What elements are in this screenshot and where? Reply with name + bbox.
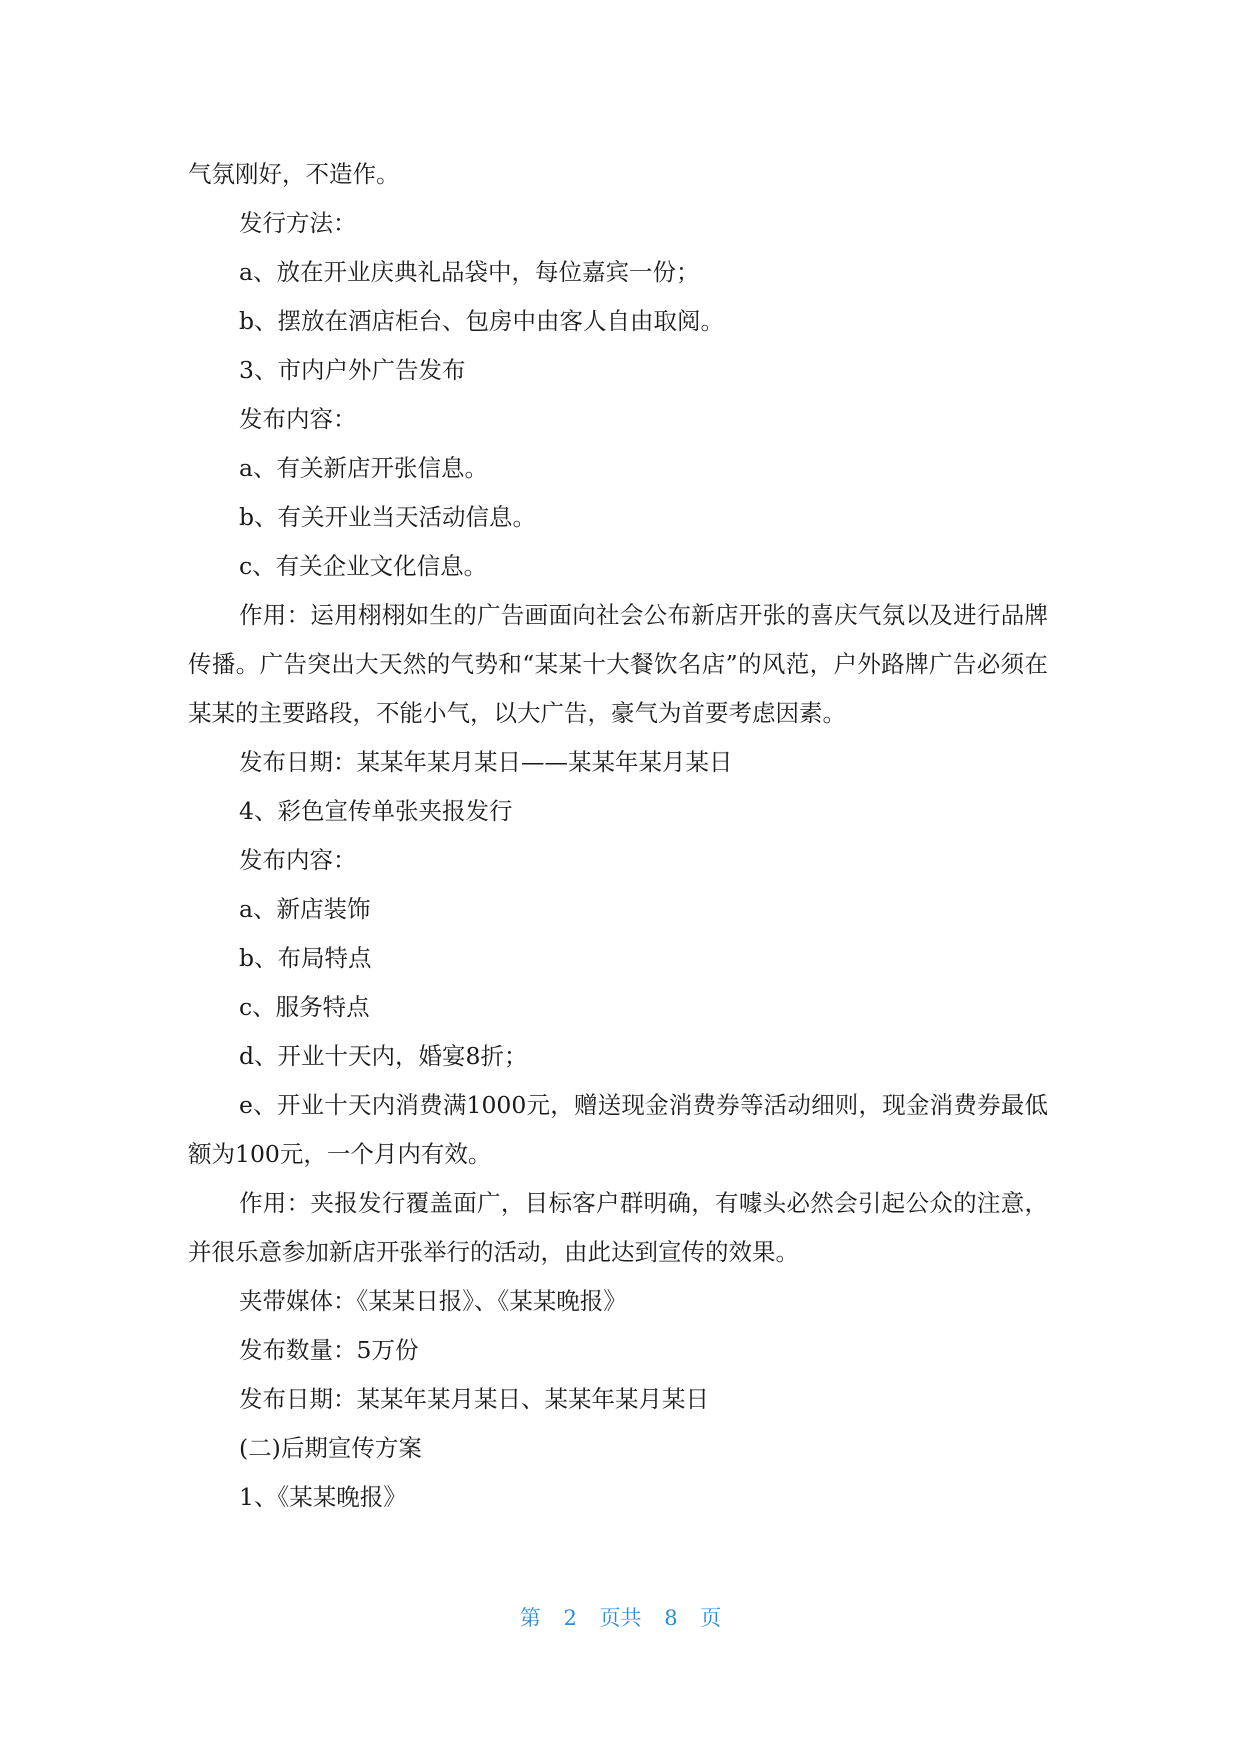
paragraph-4: 3、市内户外广告发布 bbox=[239, 356, 466, 384]
footer-page-end-label: 页 bbox=[700, 1606, 722, 1630]
paragraph-17: e、开业十天内消费满1000元，赠送现金消费券等活动细则，现金消费券最低额为100元，一个月内有效。 bbox=[188, 1091, 1048, 1168]
paragraph-20: 发布数量：5万份 bbox=[239, 1336, 419, 1364]
paragraph-15: c、服务特点 bbox=[239, 993, 370, 1021]
paragraph-3: b、摆放在酒店柜台、包房中由客人自由取阅。 bbox=[239, 307, 725, 335]
footer-page-total-label: 页共 bbox=[599, 1606, 642, 1630]
paragraph-7: b、有关开业当天活动信息。 bbox=[239, 503, 537, 531]
paragraph-10: 发布日期：某某年某月某日——某某年某月某日 bbox=[239, 748, 733, 776]
paragraph-18: 作用：夹报发行覆盖面广，目标客户群明确，有噱头必然会引起公众的注意，并很乐意参加新店开张举行的活动，由此达到宣传的效果。 bbox=[188, 1189, 1048, 1266]
paragraph-21: 发布日期：某某年某月某日、某某年某月某日 bbox=[239, 1385, 709, 1413]
paragraph-22: (二)后期宣传方案 bbox=[239, 1434, 422, 1462]
footer-page-label: 第 bbox=[519, 1606, 541, 1630]
paragraph-13: a、新店装饰 bbox=[239, 895, 371, 923]
page-footer bbox=[0, 1602, 1241, 1632]
paragraph-23: 1、《某某晚报》 bbox=[239, 1483, 407, 1511]
paragraph-1: 发行方法： bbox=[239, 209, 357, 237]
paragraph-8: c、有关企业文化信息。 bbox=[239, 552, 488, 580]
paragraph-12: 发布内容： bbox=[239, 846, 357, 874]
paragraph-9: 作用：运用栩栩如生的广告画面向社会公布新店开张的喜庆气氛以及进行品牌传播。广告突出大天然的气势和“某某十大餐饮名店”的风范，户外路牌广告必须在某某的主要路段，不能小气，以大广告，豪气为首要考虑因素。 bbox=[188, 601, 1048, 727]
footer-current-page: 2 bbox=[563, 1606, 577, 1630]
paragraph-0: 气氛刚好，不造作。 bbox=[188, 160, 400, 188]
paragraph-6: a、有关新店开张信息。 bbox=[239, 454, 489, 482]
paragraph-5: 发布内容： bbox=[239, 405, 357, 433]
footer-total-pages: 8 bbox=[664, 1606, 678, 1630]
paragraph-2: a、放在开业庆典礼品袋中，每位嘉宾一份； bbox=[239, 258, 700, 286]
document-body bbox=[188, 150, 1048, 1522]
paragraph-14: b、布局特点 bbox=[239, 944, 372, 972]
paragraph-19: 夹带媒体：《某某日报》、《某某晚报》 bbox=[239, 1287, 627, 1315]
paragraph-16: d、开业十天内，婚宴8折； bbox=[239, 1042, 528, 1070]
paragraph-11: 4、彩色宣传单张夹报发行 bbox=[239, 797, 513, 825]
